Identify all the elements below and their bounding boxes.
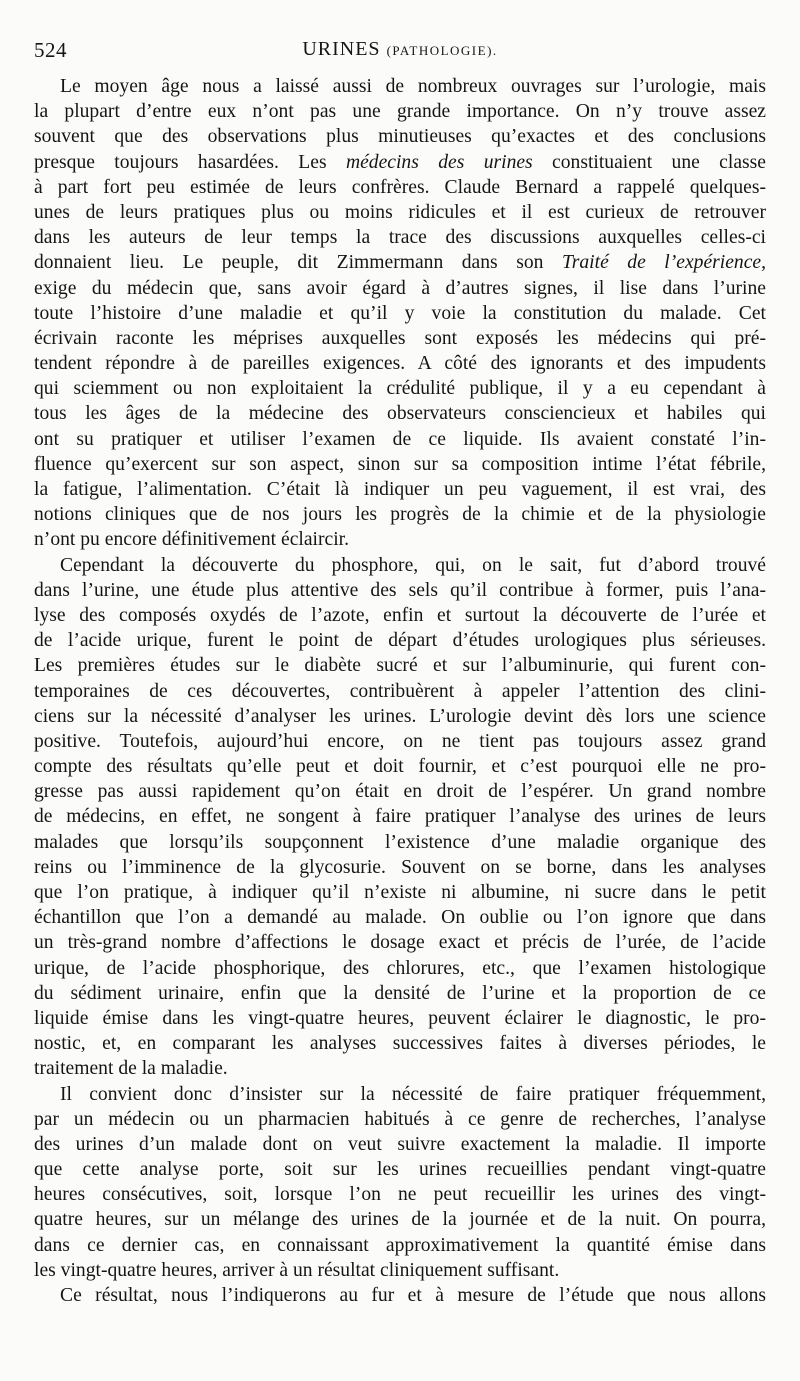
text-line [34,880,766,905]
text-line-continuation: constituaient une classe [532,151,766,173]
text-line-content: unes de leurs pratiques plus ou moins ridicules et il est curieux de retrouver [34,201,766,223]
text-line [34,376,766,401]
text-line-content: des urines d’un malade dont on veut suivre exactement la maladie. Il importe [34,1133,766,1155]
text-line-content: ciens sur la nécessité d’analyser les urines. L’urologie devint dès lors une science [34,705,766,727]
text-line-content: quatre heures, sur un mélange des urines de la journée et de la nuit. On pourra, [34,1209,766,1231]
italic-phrase: médecins des urines [345,151,533,173]
text-line-content: lyse des composés oxydés de l’azote, enfin et surtout la découverte de l’urée et [34,604,766,626]
text-line [34,754,766,779]
text-line-content: gresse pas aussi rapidement qu’on était en droit de l’espérer. Un grand nombre [34,781,766,803]
text-line-content: que l’on pratique, à indiquer qu’il n’existe ni albumine, ni sucre dans le petit [34,882,766,903]
text-line [34,905,766,930]
text-line-content: la plupart d’entre eux n’ont pas une grande importance. On n’y trouve assez [34,101,766,123]
text-line [34,452,766,477]
text-line [34,502,766,527]
text-line-content: échantillon que l’on a demandé au malade. On oublie ou l’on ignore que dans [34,907,766,929]
text-line [34,1031,766,1056]
text-line-content: la fatigue, l’alimentation. C’était là indiquer un peu vaguement, il est vrai, des [34,479,766,500]
text-line-content: Il convient donc d’insister sur la nécessité de faire pratiquer fréquemment, [60,1083,766,1105]
text-line [34,981,766,1006]
text-line-content: Le moyen âge nous a laissé aussi de nombreux ouvrages sur l’urologie, mais [60,76,766,97]
text-line-content: malades que lorsqu’ils soupçonnent l’existence d’une maladie organique des [34,831,766,853]
text-line-content: qui sciemment ou non exploitaient la crédulité publique, il y a eu cependant à [34,378,766,400]
text-line [34,1132,766,1157]
text-line-content: positive. Toutefois, aujourd’hui encore, on ne tient pas toujours assez grand [34,730,766,752]
text-line [34,1233,766,1258]
text-line-content: dans les auteurs de leur temps la trace des discussions auxquelles celles-ci [34,227,766,249]
text-line [34,1283,766,1308]
text-line [34,200,766,225]
text-line-content: temporaines de ces découvertes, contribuèrent à appeler l’attention des clini- [34,680,766,702]
text-line-content: tous les âges de la médecine des observateurs consciencieux et habiles qui [34,403,766,425]
page-number: 524 [34,38,67,62]
text-line [34,99,766,124]
text-line-content: reins ou l’imminence de la glycosurie. Souvent on se borne, dans les analyses [34,856,766,878]
italic-phrase: Traité de l’expérience, [561,252,766,274]
text-line-content: Cependant la découverte du phosphore, qui, on le sait, fut d’abord trouvé [60,554,766,576]
text-line-content: exige du médecin que, sans avoir égard à d’autres signes, il lise dans l’urine [34,277,766,299]
text-line-content: compte des résultats qu’elle peut et doit fournir, et c’est pourquoi elle ne pro- [34,756,766,778]
text-line-content: du sédiment urinaire, enfin que la densité de l’urine et la proportion de ce [34,982,766,1004]
text-line [34,653,766,678]
text-line [34,301,766,326]
text-line-content: nostic, et, en comparant les analyses successives faites à diverses périodes, le [34,1033,766,1055]
text-line [34,527,766,552]
text-line [34,729,766,754]
text-line [34,477,766,502]
text-line [34,427,766,452]
text-line-content: Ce résultat, nous l’indiquerons au fur et à mesure de l’étude que nous allons [60,1285,766,1306]
text-line [34,553,766,578]
running-head [34,38,766,61]
text-line [34,225,766,250]
text-line-content: tendent répondre à de pareilles exigences. A côté des ignorants et des impudents [34,353,766,375]
text-line-content: heures consécutives, soit, lorsque l’on ne peut recueillir les urines des vingt- [34,1184,766,1206]
text-line [34,1107,766,1132]
text-line-content: Les premières études sur le diabète sucré et sur l’albuminurie, qui furent con- [34,655,766,677]
text-line-content: dans ce dernier cas, en connaissant approximativement la quantité émise dans [34,1234,766,1256]
page-header [34,38,766,68]
text-line-content: donnaient lieu. Le peuple, dit Zimmermann dans son [34,252,562,274]
text-line-content: de l’acide urique, furent le point de départ d’études urologiques plus sérieuses. [34,630,766,652]
text-line [34,779,766,804]
text-line [34,124,766,149]
running-head-subtitle: (PATHOLOGIE). [386,43,498,58]
text-line [34,1056,766,1081]
text-line-content: liquide émise dans les vingt-quatre heures, peuvent éclairer le diagnostic, le pro- [34,1007,766,1029]
text-line [34,956,766,981]
text-line [34,679,766,704]
text-line-content: urique, de l’acide phosphorique, des chlorures, etc., que l’examen histologique [34,957,766,979]
text-line [34,1082,766,1107]
text-line-content: les vingt-quatre heures, arriver à un résultat cliniquement suffisant. [34,1259,560,1281]
text-line [34,628,766,653]
body-text [34,74,766,1308]
text-line [34,74,766,99]
text-line [34,704,766,729]
text-line [34,830,766,855]
text-line-content: n’ont pu encore définitivement éclaircir. [34,529,350,551]
text-line-content: par un médecin ou un pharmacien habitués à ce genre de recherches, l’analyse [34,1108,766,1130]
text-line-content: notions cliniques que de nos jours les progrès de la chimie et de la physiologie [34,504,766,526]
text-line-content: traitement de la maladie. [34,1058,228,1080]
text-line-content: un très-grand nombre d’affections le dosage exact et précis de l’urée, de l’acide [34,932,766,954]
text-line [34,1182,766,1207]
text-line [34,804,766,829]
text-line [34,930,766,955]
text-line-content: que cette analyse porte, soit sur les urines recueillies pendant vingt-quatre [34,1159,766,1181]
text-line [34,578,766,603]
text-line [34,1006,766,1031]
text-line-content: à part fort peu estimée de leurs confrères. Claude Bernard a rappelé quelques- [34,176,766,198]
running-head-title: URINES [302,38,381,60]
text-line [34,1207,766,1232]
text-line-content: presque toujours hasardées. Les [34,151,346,173]
text-line [34,326,766,351]
text-line [34,250,766,275]
text-line-content: de médecins, en effet, ne songent à faire pratiquer l’analyse des urines de leurs [34,806,766,828]
text-line [34,276,766,301]
text-line-content: souvent que des observations plus minutieuses qu’exactes et des conclusions [34,126,766,148]
text-line [34,1157,766,1182]
text-line [34,603,766,628]
text-line [34,175,766,200]
text-line [34,855,766,880]
text-line [34,1258,766,1283]
text-line-content: écrivain raconte les méprises auxquelles sont exposés les médecins qui pré- [34,327,766,349]
text-line [34,351,766,376]
text-line-content: ont su pratiquer et utiliser l’examen de ce liquide. Ils avaient constaté l’in- [34,428,766,450]
text-line [34,150,766,175]
text-line [34,401,766,426]
text-line-content: toute l’histoire d’une maladie et qu’il y voie la constitution du malade. Cet [34,302,766,324]
text-line-content: fluence qu’exercent sur son aspect, sinon sur sa composition intime l’état fébrile, [34,453,766,475]
text-line-content: dans l’urine, une étude plus attentive des sels qu’il contribue à former, puis l’ana- [34,579,766,601]
